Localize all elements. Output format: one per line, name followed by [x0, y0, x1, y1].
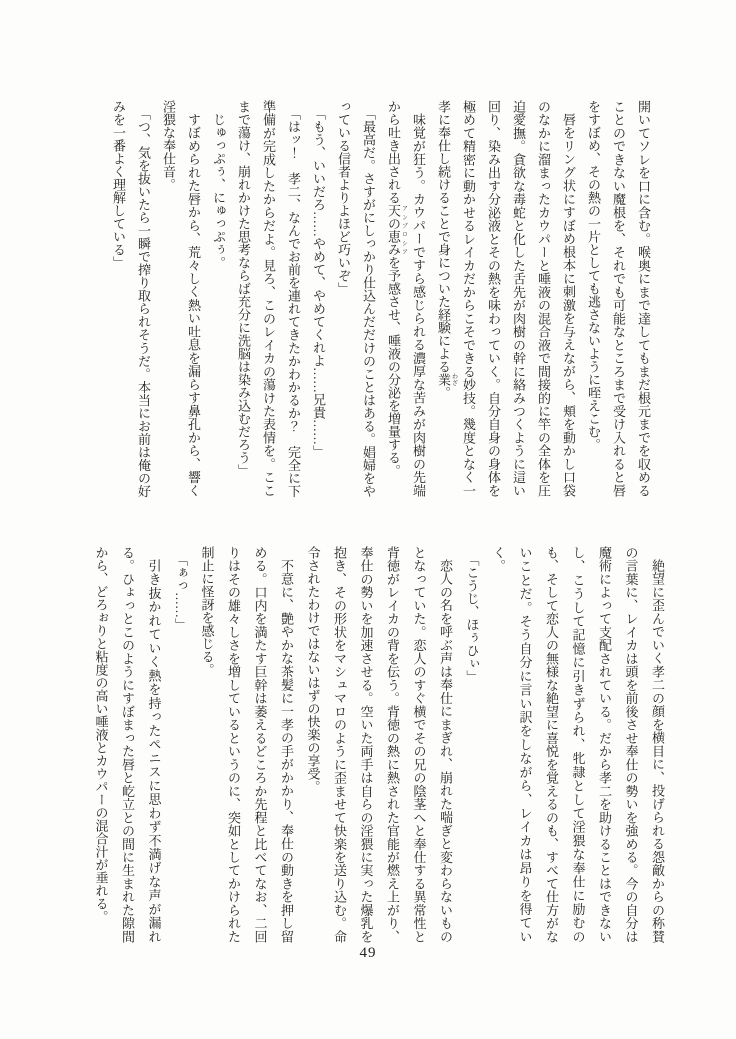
dialogue-paragraph: 「はッ！ 孝二、なんでお前を連れてきたかわかるか？ 完全に下準備が完成したからだよ。見ろ、このレイカの蕩けた表情を。ここまで蕩け、崩れかけた思考ならば充分に洗脳は染み込むだろう」: [236, 100, 301, 498]
dialogue-paragraph: 「最高だ。さすがにしっかり仕込んだだけのことはある。娼婦をやっている信者よりよほど巧いぞ」: [336, 100, 376, 497]
dialogue-paragraph: 「こうじ、ほぅひぃ」: [464, 552, 480, 683]
narrative-paragraph: 絶望に歪んでいく孝二の顔を横目に、投げられる怨敵からの称賛の言葉に、レイカは頭を前後させ奉仕の勢いを強める。今の自分は魔術によって支配されている。だから孝二を助けることはできないし、こうして記憶に引きずられ、牝隷として淫猥な奉仕に励むのも、そして恋人の無様な絶望に喜悦を覚えるのも、すべて仕方がないことだ。そう自分に言い訳をしながら、レイカは昂りを得ていく。: [491, 546, 665, 944]
dialogue-paragraph: 「つ、気を抜いたら一瞬で搾り取られそうだ。本当にお前は俺の好みを一番よく理解している」: [111, 100, 151, 497]
narrative-paragraph: 唇をリング状にすぼめ根本に刺激を与えながら、頬を動かし口袋のなかに溜まったカウパーと唾液の混合液で間接的に竿の全体を圧迫愛撫。貪欲な毒蛇と化した舌先が肉樹の幹に絡みつくように這い回り、染み出す分泌液とその熱を味わっていく。自分自身の身体を極めて精密に動かせるレイカだからこそできる妙技。幾度となく一孝に奉仕し続けることで身についた経験による業 わざ。: [436, 100, 576, 498]
narrative-paragraph: 不意に、艶やかな茶髪に一孝の手がかかり、奉仕の動きを押し留める。口内を満たす巨幹は萎えるどころか先程と比べてなお、二回りはその雄々しさを増しているというのに、突如としてかけられた制止に怪訝を感じる。: [199, 546, 294, 944]
furigana-annotated-text: 天の恵み アンブロシア: [386, 204, 407, 256]
furigana-annotated-text: 業 わざ: [436, 373, 457, 386]
dialogue-paragraph: 「もう、いいだろ……やめて、やめてくれよ……兄貴……」: [311, 106, 326, 458]
top-text-block: [106, 100, 656, 497]
narrative-paragraph: 開いてソレを口に含む。喉奥にまで達してもまだ根元までを収めることのできない魔根を、それでも可能なところまで受け入れると唇をすぼめ、その熱の一片としても逃さないように咥えこむ。: [586, 100, 651, 498]
narrative-paragraph: 引き抜かれていく熱を持ったペニスに思わず不満げな声が漏れる。ひょっとこのようにすぼまった唇と屹立との間に生まれた隙間から、どろぉりと粘度の高い唾液とカウパーの混合汁が垂れる。: [93, 546, 162, 943]
narrative-paragraph: 恋人の名を呼ぶ声は奉仕にまぎれ、崩れた喘ぎと変わらないものとなっていた。恋人のすぐ横でその兄の陰茎へと奉仕する異常性と背徳がレイカの背を伝う。背徳の熱に熱された官能が燃え上がり、奉仕の勢いを加速させる。空いた両手は自らの淫猥に実った爆乳を抱き、その形状をマシュマロのように歪ませて快楽を送り込む。命令されたわけではないはずの快楽の享受。: [305, 546, 453, 944]
narrative-paragraph: じゅっぷぅ、にゅっぷぅ。: [211, 113, 226, 269]
page-number: 49: [359, 945, 377, 961]
bottom-text-block: [87, 546, 670, 943]
dialogue-paragraph: 「ぁっ……」: [173, 552, 188, 631]
narrative-paragraph: 味覚が狂う。カウパーですら感じられる濃厚な苦みが肉樹の先端から吐き出される天の恵み アンブロシアを予感させ、唾液の分泌を増量する。: [386, 100, 426, 497]
narrative-paragraph: すぼめられた唇から、荒々しく熱い吐息を漏らす鼻孔から、響く淫猥な奉仕音。: [161, 100, 201, 497]
